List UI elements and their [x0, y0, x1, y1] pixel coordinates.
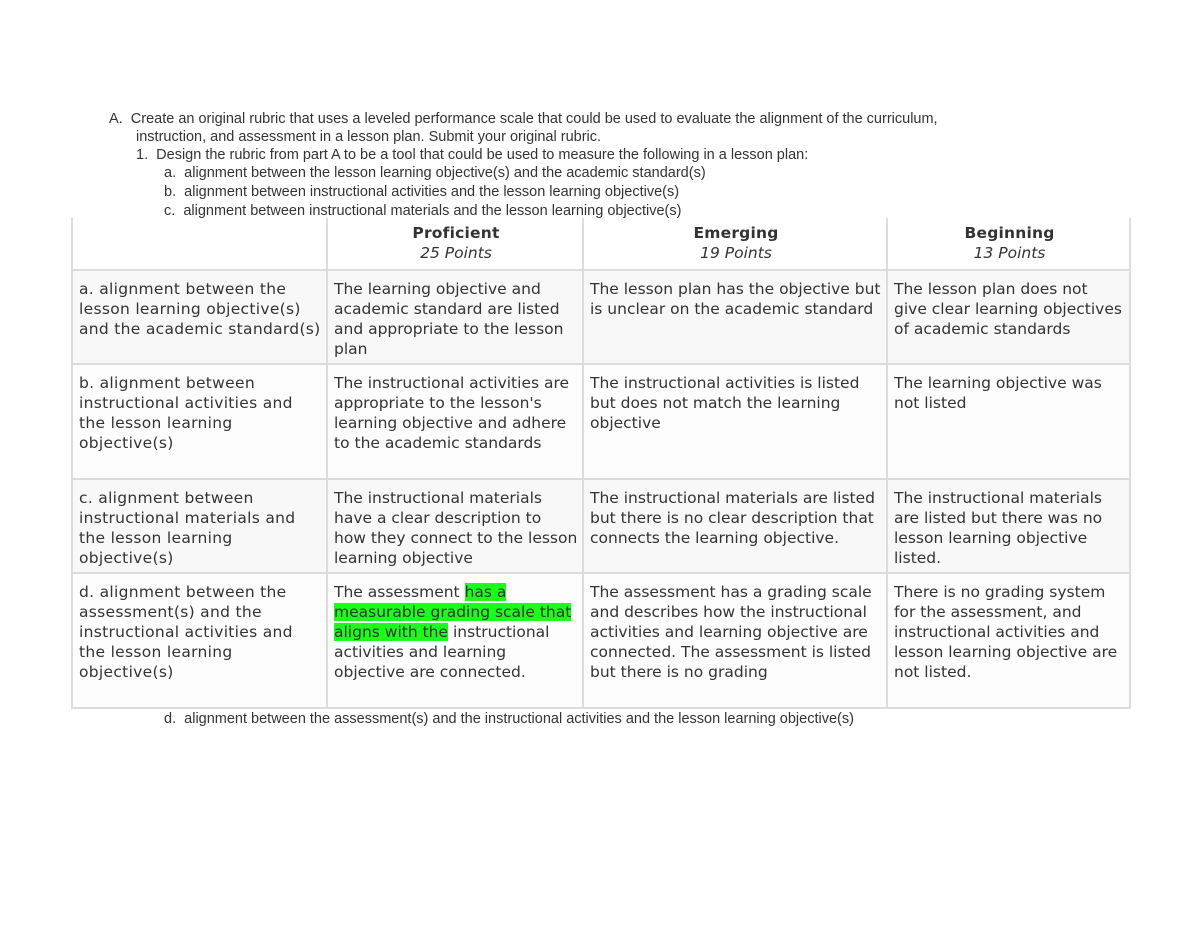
level-header-beginning	[887, 218, 1130, 270]
item-a-text: Create an original rubric that uses a leveled performance scale that could be used to evaluate the alignment of the curriculum,	[130, 111, 938, 127]
proficient-cell: The instructional activities are appropriate to the lesson's learning objective and adhere to the academic standards	[327, 364, 583, 479]
rubric-table	[71, 218, 1131, 709]
item-1-text: Design the rubric from part A to be a tool that could be used to measure the following in a lesson plan:	[156, 147, 809, 163]
emerging-cell: The instructional activities is listed but does not match the learning objective	[583, 364, 887, 479]
prompt-sub-item-d	[164, 710, 854, 728]
highlighted-text: has a measurable grading scale that aligns with the	[334, 583, 572, 641]
level-title: Emerging	[693, 224, 779, 242]
emerging-cell: The assessment has a grading scale and describes how the instructional activities and learning objective are connected. The assessment is listed but there is no grading	[583, 573, 887, 708]
sub-item-marker: c.	[164, 203, 176, 219]
sub-item-text: alignment between instructional activities and the lesson learning objective(s)	[184, 184, 680, 200]
level-points: 19 Points	[700, 244, 772, 262]
emerging-cell: The instructional materials are listed but there is no clear description that connects the learning objective.	[583, 479, 887, 573]
criterion-cell: c. alignment between instructional materials and the lesson learning objective(s)	[72, 479, 327, 573]
level-title: Proficient	[412, 224, 500, 242]
prompt-item-a-continued: instruction, and assessment in a lesson plan. Submit your original rubric.	[136, 129, 602, 145]
criterion-cell: a. alignment between the lesson learning objective(s) and the academic standard(s)	[72, 270, 327, 364]
criterion-cell: b. alignment between instructional activities and the lesson learning objective(s)	[72, 364, 327, 479]
proficient-cell	[327, 573, 583, 708]
item-a-marker: A.	[109, 111, 123, 127]
sub-item-text: alignment between the lesson learning objective(s) and the academic standard(s)	[184, 165, 706, 181]
rubric-row	[72, 479, 1130, 573]
level-title: Beginning	[964, 224, 1055, 242]
prompt-sub-item-a	[164, 164, 706, 182]
level-header-emerging	[583, 218, 887, 270]
criterion-cell: d. alignment between the assessment(s) and the instructional activities and the lesson learning objective(s)	[72, 573, 327, 708]
proficient-text: instructional activities and learning objective are connected.	[334, 623, 550, 681]
beginning-cell: The lesson plan does not give clear learning objectives of academic standards	[887, 270, 1130, 364]
beginning-cell: The learning objective was not listed	[887, 364, 1130, 479]
prompt-sub-item-b	[164, 183, 679, 201]
emerging-cell: The lesson plan has the objective but is unclear on the academic standard	[583, 270, 887, 364]
beginning-cell: The instructional materials are listed but there was no lesson learning objective listed.	[887, 479, 1130, 573]
rubric-row	[72, 573, 1130, 708]
header-empty-cell	[72, 218, 327, 270]
proficient-cell: The learning objective and academic standard are listed and appropriate to the lesson plan	[327, 270, 583, 364]
proficient-cell: The instructional materials have a clear description to how they connect to the lesson learning objective	[327, 479, 583, 573]
beginning-cell: There is no grading system for the assessment, and instructional activities and lesson learning objective are not listed.	[887, 573, 1130, 708]
prompt-item-a	[109, 110, 938, 128]
level-points: 25 Points	[420, 244, 492, 262]
rubric-header-row	[72, 218, 1130, 270]
level-header-proficient	[327, 218, 583, 270]
rubric-row	[72, 364, 1130, 479]
sub-item-marker: d.	[164, 711, 177, 727]
prompt-item-1	[136, 146, 808, 164]
rubric-row	[72, 270, 1130, 364]
proficient-text: The assessment	[334, 583, 465, 601]
sub-item-text: alignment between the assessment(s) and the instructional activities and the lesson learning objective(s)	[184, 711, 854, 727]
sub-item-text: alignment between instructional materials and the lesson learning objective(s)	[183, 203, 682, 219]
sub-item-marker: a.	[164, 165, 177, 181]
sub-item-marker: b.	[164, 184, 177, 200]
level-points: 13 Points	[973, 244, 1046, 262]
item-1-marker: 1.	[136, 147, 149, 163]
